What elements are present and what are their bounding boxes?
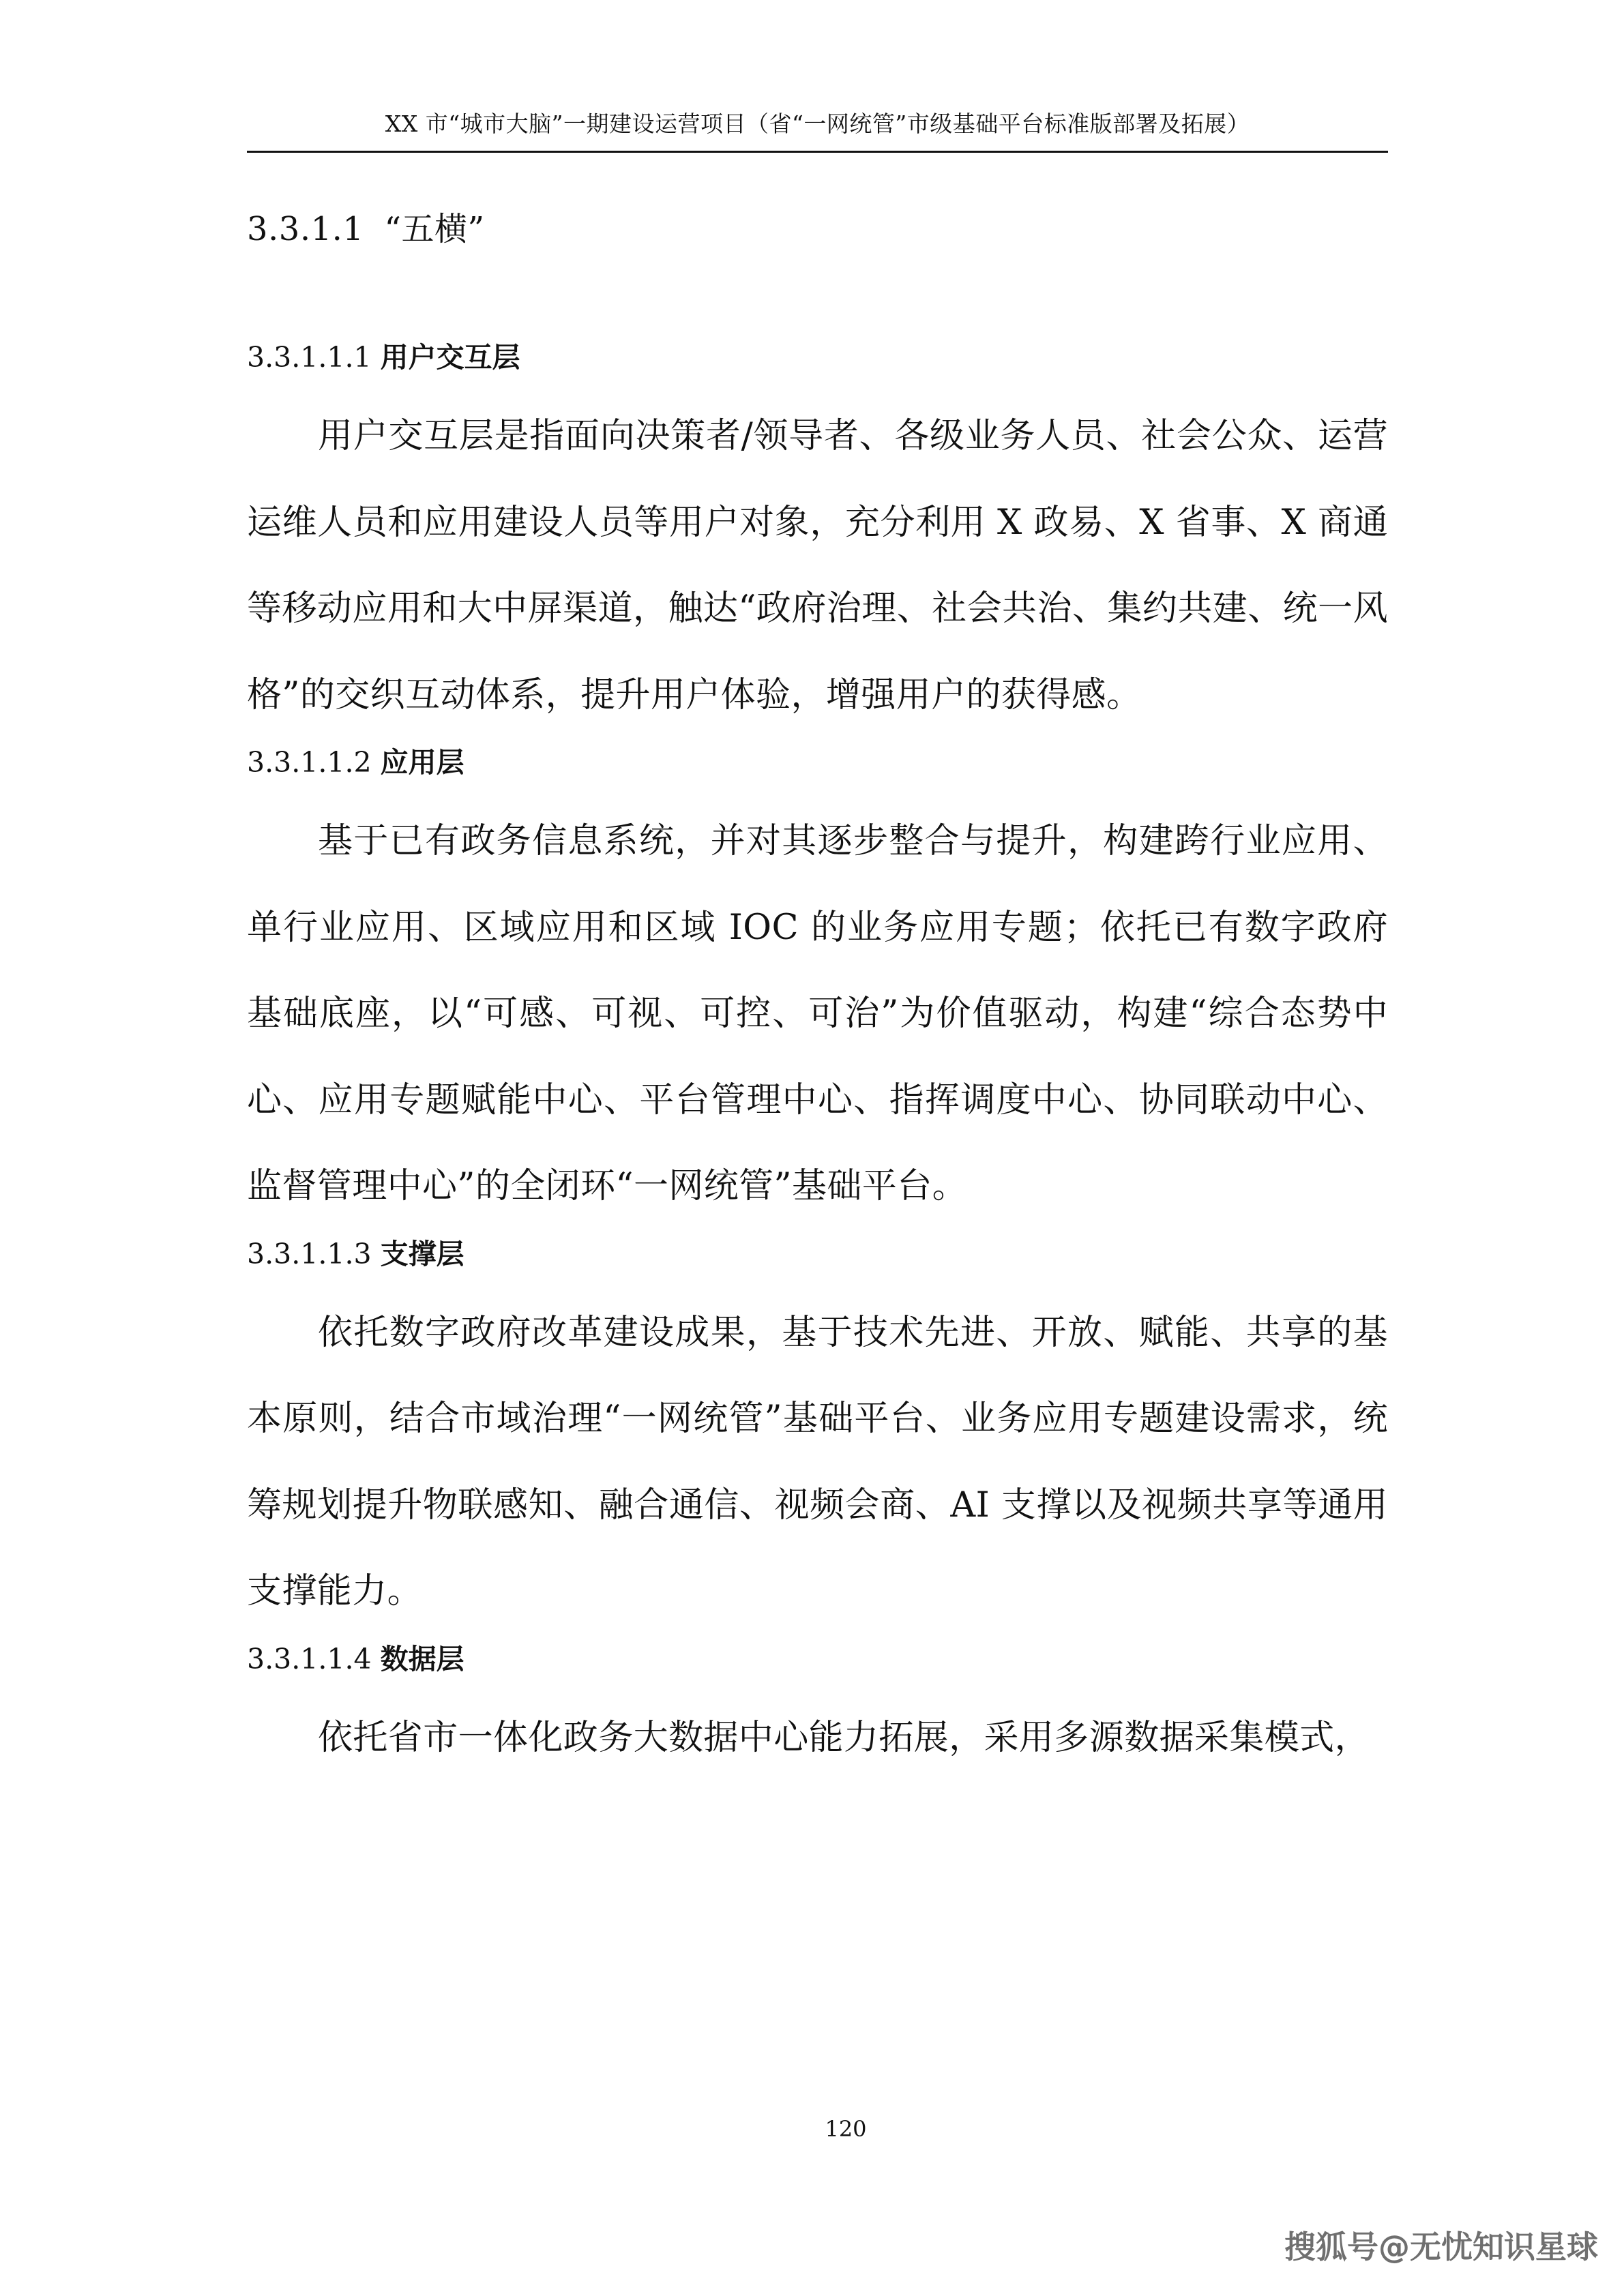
paragraph-user-interaction: 用户交互层是指面向决策者/领导者、各级业务人员、社会公众、运营运维人员和应用建设人员等用户对象，充分利用 X 政易、X 省事、X 商通等移动应用和大中屏渠道，触达“政府治理、社会共治、集约共建、统一风格”的交织互动体系，提升用户体验，增强用户的获得感。 [247,416,1388,715]
subsection-heading-application [247,742,1388,783]
section-number: 3.3.1.1 [247,210,364,248]
subsection-heading-support [247,1234,1388,1274]
subsection-number: 3.3.1.1.3 [247,1237,372,1270]
subsection-title: 用户交互层 [380,341,520,374]
subsection-title: 数据层 [380,1642,464,1675]
section-heading [247,205,1388,254]
subsection-number: 3.3.1.1.2 [247,746,372,779]
section-title: “五横” [384,210,485,248]
page-number: 120 [825,2116,867,2142]
subsection-heading-user-interaction [247,337,1388,378]
paragraph-application: 基于已有政务信息系统，并对其逐步整合与提升，构建跨行业应用、单行业应用、区域应用和区域 IOC 的业务应用专题；依托已有数字政府基础底座，以“可感、可视、可控、可治”为价值驱动，构建“综合态势中心、应用专题赋能中心、平台管理中心、指挥调度中心、协同联动中心、监督管理中心”的全闭环“一网统管”基础平台。 [247,821,1388,1206]
subsection-number: 3.3.1.1.4 [247,1642,372,1675]
paragraph-support: 依托数字政府改革建设成果，基于技术先进、开放、赋能、共享的基本原则，结合市域治理“一网统管”基础平台、业务应用专题建设需求，统筹规划提升物联感知、融合通信、视频会商、AI 支撑以及视频共享等通用支撑能力。 [247,1312,1388,1611]
subsection-heading-data [247,1639,1388,1680]
watermark-text: 搜狐号@无忧知识星球 [1284,2228,1598,2265]
header-rule [247,151,1388,153]
page-content [247,205,1388,1781]
subsection-title: 支撑层 [380,1237,464,1270]
subsection-number: 3.3.1.1.1 [247,341,372,374]
paragraph-data: 依托省市一体化政务大数据中心能力拓展，采用多源数据采集模式， [318,1717,1370,1758]
running-header: XX 市“城市大脑”一期建设运营项目（省“一网统管”市级基础平台标准版部署及拓展） [385,110,1250,137]
subsection-title: 应用层 [380,746,464,779]
